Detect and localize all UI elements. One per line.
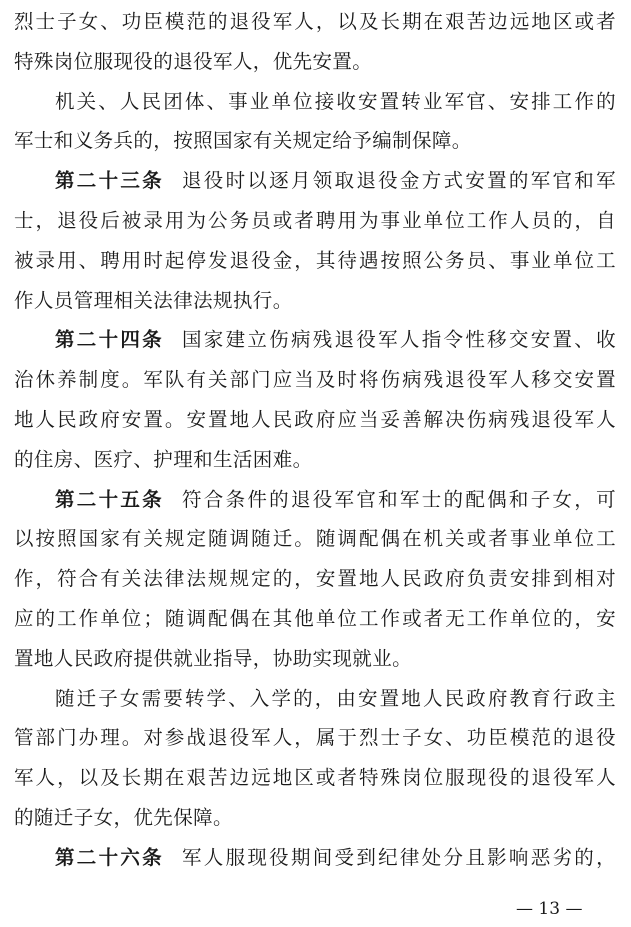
paragraph (14, 82, 616, 162)
text-line: 以按照国家有关规定随调随迁。随调配偶在机关或者事业单位工 (14, 527, 616, 551)
article-heading: 第二十五条 (55, 487, 164, 511)
text-line: 作，符合有关法律法规规定的，安置地人民政府负责安排到相对 (14, 567, 616, 591)
text-line: 被录用、聘用时起停发退役金，其待遇按照公务员、事业单位工 (14, 248, 616, 272)
text-line: 应的工作单位；随调配偶在其他单位工作或者无工作单位的，安 (14, 606, 616, 630)
text-line-body: 退役时以逐月领取退役金方式安置的军官和军 (181, 169, 616, 193)
text-line: 士，退役后被录用为公务员或者聘用为事业单位工作人员的，自 (14, 208, 616, 232)
text-line: 地人民政府安置。安置地人民政府应当妥善解决伤病残退役军人 (14, 407, 616, 431)
text-line-body: 军人服现役期间受到纪律处分且影响恶劣的， (181, 845, 616, 869)
page-number: — 13 — (516, 899, 583, 919)
text-line: 治休养制度。军队有关部门应当及时将伤病残退役军人移交安置 (14, 368, 616, 392)
article-24 (14, 320, 616, 479)
text-line-body: 国家建立伤病残退役军人指令性移交安置、收 (181, 328, 616, 352)
text-line: 特殊岗位服现役的退役军人，优先安置。 (14, 49, 373, 73)
article-heading: 第二十三条 (55, 169, 164, 193)
text-line (14, 838, 616, 878)
article-23 (14, 161, 616, 320)
text-line-body: 符合条件的退役军官和军士的配偶和子女，可 (181, 487, 616, 511)
text-line: 军士和义务兵的，按照国家有关规定给予编制保障。 (14, 129, 472, 153)
text-line: 管部门办理。对参战退役军人，属于烈士子女、功臣模范的退役 (14, 726, 616, 750)
text-line (14, 320, 616, 360)
text-line (14, 161, 616, 201)
article-26 (14, 838, 616, 878)
document-page (14, 2, 616, 878)
text-line: 作人员管理相关法律法规执行。 (14, 288, 293, 312)
text-line: 的随迁子女，优先保障。 (14, 805, 233, 829)
text-line: 随迁子女需要转学、入学的，由安置地人民政府教育行政主 (55, 686, 616, 710)
text-line: 军人，以及长期在艰苦边远地区或者特殊岗位服现役的退役军人 (14, 766, 616, 790)
text-line: 机关、人民团体、事业单位接收安置转业军官、安排工作的 (55, 89, 616, 113)
text-line: 烈士子女、功臣模范的退役军人，以及长期在艰苦边远地区或者 (14, 10, 616, 33)
text-line: 的住房、医疗、护理和生活困难。 (14, 447, 313, 471)
paragraph (14, 2, 616, 82)
paragraph (14, 679, 616, 838)
text-line (14, 480, 616, 520)
article-25 (14, 480, 616, 679)
article-heading: 第二十六条 (55, 845, 164, 869)
text-line: 置地人民政府提供就业指导，协助实现就业。 (14, 646, 413, 670)
article-heading: 第二十四条 (55, 328, 164, 352)
